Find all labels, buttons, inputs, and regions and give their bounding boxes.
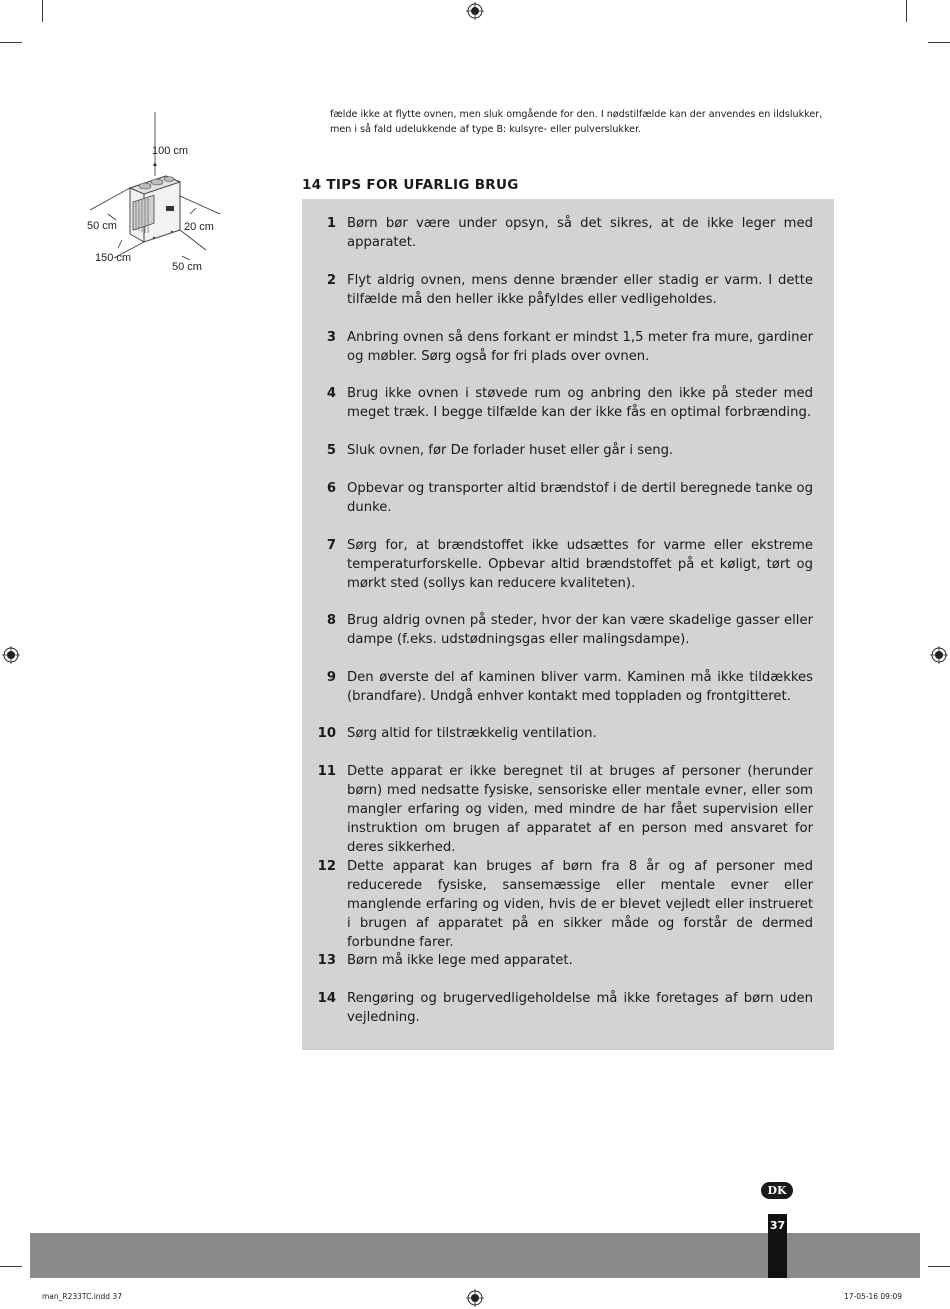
- crop-mark: [928, 1266, 950, 1267]
- tip-text: Sørg altid for tilstrækkelig ventilation.: [347, 726, 597, 741]
- crop-mark: [0, 42, 22, 43]
- tip-text: Rengøring og brugervedligeholdelse må ikke foretages af børn uden vejledning.: [347, 991, 813, 1025]
- tip-text: Børn bør være under opsyn, så det sikres, at de ikke leger med apparatet.: [347, 216, 813, 250]
- tip-text: Opbevar og transporter altid brændstof i de dertil beregnede tanke og dunke.: [347, 481, 813, 515]
- tip-number: 3: [326, 330, 336, 345]
- tip-number: 4: [326, 386, 336, 401]
- registration-mark-icon: [466, 2, 484, 20]
- date-slug: 17-05-16 09:09: [843, 1292, 902, 1301]
- tip-text: Den øverste del af kaminen bliver varm. Kaminen må ikke tildækkes (brandfare). Undgå enhver kontakt med toppladen og frontgitteret.: [347, 670, 813, 704]
- clearance-label-bottom-left: 150 cm: [95, 252, 132, 264]
- crop-mark: [0, 1266, 22, 1267]
- heater-clearance-diagram: [84, 110, 234, 280]
- tip-text: Flyt aldrig ovnen, mens denne brænder eller stadig er varm. I dette tilfælde må den heller ikke påfyldes eller vedligeholdes.: [347, 273, 813, 307]
- tip-number: 7: [326, 538, 336, 553]
- crop-mark: [42, 0, 43, 22]
- registration-mark-icon: [466, 1289, 484, 1307]
- file-slug: man_R233TC.indd 37: [42, 1292, 122, 1301]
- tip-number: 11: [317, 764, 336, 779]
- tip-number: 14: [317, 991, 336, 1006]
- tips-box: [302, 199, 834, 1050]
- tip-text: Sluk ovnen, før De forlader huset eller går i seng.: [347, 443, 674, 458]
- tip-number: 5: [326, 443, 336, 458]
- tip-number: 12: [317, 859, 336, 874]
- registration-mark-icon: [930, 646, 948, 664]
- section-title: 14 TIPS FOR UFARLIG BRUG: [302, 177, 519, 193]
- tip-text: Brug ikke ovnen i støvede rum og anbring den ikke på steder med meget træk. I begge tilfælde kan der ikke fås en optimal forbrænding.: [347, 386, 813, 420]
- tip-text: Brug aldrig ovnen på steder, hvor der kan være skadelige gasser eller dampe (f.eks. udstødningsgas eller malingsdampe).: [347, 613, 813, 647]
- registration-mark-icon: [2, 646, 20, 664]
- crop-mark: [928, 42, 950, 43]
- language-badge: DK: [761, 1182, 793, 1199]
- tip-number: 10: [317, 726, 336, 741]
- tip-number: 6: [326, 481, 336, 496]
- tip-text: Børn må ikke lege med apparatet.: [347, 953, 573, 968]
- page-number: 37: [769, 1219, 786, 1232]
- tip-text: Dette apparat kan bruges af børn fra 8 år og af personer med reducerede fysiske, sansemæssige eller mentale evner eller manglende erfaring og viden, hvis de er blevet vejledt eller instrueret i brugen af apparatet på en sikker måde og forstår de dermed forbundne farer.: [347, 859, 813, 950]
- tip-number: 1: [326, 216, 336, 231]
- tip-number: 8: [326, 613, 336, 628]
- clearance-label-left: 50 cm: [87, 220, 117, 232]
- crop-mark: [906, 0, 907, 22]
- tip-text: Dette apparat er ikke beregnet til at bruges af personer (herunder børn) med nedsatte fysiske, sensoriske eller mentale evner, eller som mangler erfaring og viden, med mindre de har fået supervision eller instruktion om brugen af apparatet af en person med ansvaret for deres sikkerhed.: [347, 764, 813, 855]
- intro-paragraph: fælde ikke at flytte ovnen, men sluk omgående for den. I nødstilfælde kan der anvendes en ildslukker, men i så fald udelukkende af type B: kulsyre- eller pulverslukker.: [330, 109, 823, 135]
- heater-icon: [130, 176, 180, 242]
- tip-number: 2: [326, 273, 336, 288]
- tip-number: 9: [326, 670, 336, 685]
- clearance-label-right: 20 cm: [184, 221, 214, 233]
- tip-number: 13: [317, 953, 336, 968]
- tip-text: Anbring ovnen så dens forkant er mindst 1,5 meter fra mure, gardiner og møbler. Sørg også for fri plads over ovnen.: [347, 330, 813, 364]
- tip-text: Sørg for, at brændstoffet ikke udsættes for varme eller ekstreme temperaturforskelle. Opbevar altid brændstoffet på et køligt, tørt og mørkt sted (sollys kan reducere kvaliteten).: [347, 538, 813, 591]
- clearance-label-bottom-right: 50 cm: [172, 261, 202, 273]
- clearance-label-top: 100 cm: [152, 145, 189, 157]
